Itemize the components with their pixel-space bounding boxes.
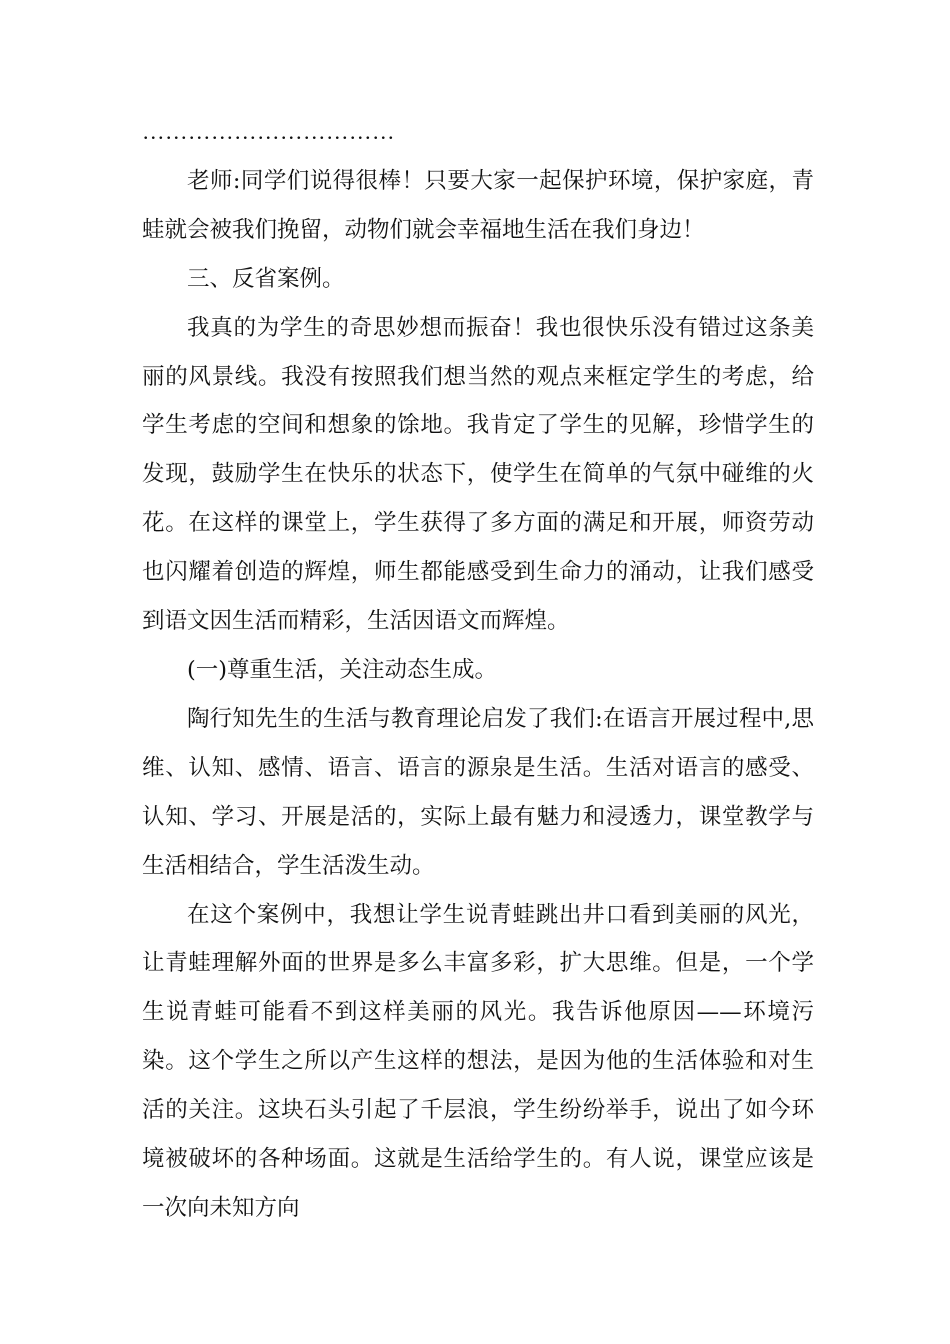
- theory-paragraph: 陶行知先生的生活与教育理论启发了我们:在语言开展过程中,思维、认知、感情、语言、语言的源泉是生活。生活对语言的感受、认知、学习、开展是活的，实际上最有魅力和浸透力，课堂教学与生活相结合，学生活泼生动。: [142, 705, 814, 879]
- case-analysis-paragraph: 在这个案例中，我想让学生说青蛙跳出井口看到美丽的风光，让青蛙理解外面的世界是多么丰富多彩，扩大思维。但是，一个学生说青蛙可能看不到这样美丽的风光。我告诉他原因——环境污染。这个学生之所以产生这样的想法，是因为他的生活体验和对生活的关注。这块石头引起了千层浪，学生纷纷举手，说出了如今环境被破坏的各种场面。这就是生活给学生的。有人说，课堂应该是一次向未知方向: [142, 901, 814, 1221]
- subsection-heading-respect-life: (一)尊重生活，关注动态生成。: [187, 656, 498, 683]
- ellipsis-leader: ……………………………: [142, 119, 395, 144]
- section-heading-reflection: 三、反省案例。: [187, 265, 345, 292]
- document-body: [142, 108, 814, 1233]
- teacher-closing-paragraph: 老师:同学们说得很棒！只要大家一起保护环境，保护家庭，青蛙就会被我们挽留，动物们就会幸福地生活在我们身边！: [142, 167, 814, 243]
- reflection-paragraph: 我真的为学生的奇思妙想而振奋！我也很快乐没有错过这条美丽的风景线。我没有按照我们想当然的观点来框定学生的考虑，给学生考虑的空间和想象的馀地。我肯定了学生的见解，珍惜学生的发现，鼓励学生在快乐的状态下，使学生在简单的气氛中碰维的火花。在这样的课堂上，学生获得了多方面的满足和开展，师资劳动也闪耀着创造的辉煌，师生都能感受到生命力的涌动，让我们感受到语文因生活而精彩，生活因语文而辉煌。: [142, 314, 814, 635]
